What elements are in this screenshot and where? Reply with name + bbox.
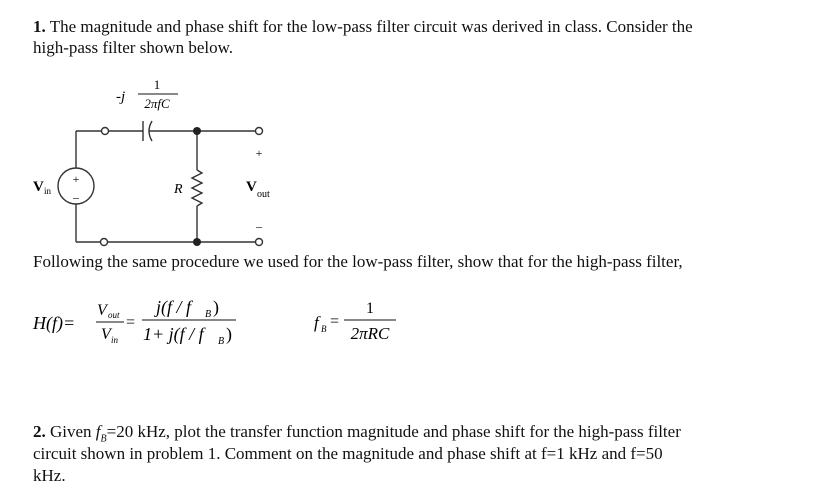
resistor-label: R: [174, 182, 183, 197]
problem1-number: 1.: [33, 17, 46, 36]
following-text: Following the same procedure we used for the low-pass filter, show that for the high-pass filter,: [33, 252, 683, 271]
problem2-given: Given: [45, 422, 96, 441]
equation-numerator: j(f / f: [156, 297, 191, 317]
equation-lhs: H(f)=: [33, 313, 76, 333]
vin-label: V: [33, 179, 44, 195]
equation-equals: =: [126, 314, 136, 331]
equation-numerator-sub: B: [205, 309, 212, 320]
equation-vin: V: [101, 326, 111, 343]
fb-subscript: B: [321, 324, 327, 334]
vout-subscript: out: [257, 189, 270, 200]
vout-plus-sign: +: [255, 146, 263, 160]
fb-denominator: 2πRC: [350, 324, 390, 343]
equation-numerator-close: ): [213, 297, 219, 317]
impedance-numerator: 1: [153, 77, 161, 92]
problem2-line3: kHz.: [33, 466, 66, 485]
equation-vin-sub: in: [111, 335, 119, 345]
impedance-prefix: -j: [116, 89, 126, 105]
fb-symbol: f: [314, 313, 319, 332]
vout-minus-sign: –: [256, 219, 262, 233]
vin-subscript: in: [44, 186, 52, 196]
fb-numerator: 1: [366, 300, 374, 317]
equation-denominator-sub: B: [218, 336, 225, 347]
problem1-line2: high-pass filter shown below.: [33, 38, 234, 57]
problem2-fb-sub: B: [100, 433, 107, 445]
problem2-line2: circuit shown in problem 1. Comment on the magnitude and phase shift at f=1 kHz and f=50: [33, 444, 663, 463]
equation-vout-sub: out: [108, 310, 120, 320]
problem2-text1: =20 kHz, plot the transfer function magnitude and phase shift for the high-pass filter: [106, 422, 681, 441]
equation-denominator-close: ): [226, 324, 232, 344]
equation-vout: V: [97, 302, 107, 319]
source-minus-sign: –: [73, 190, 79, 204]
vout-label: V: [246, 179, 257, 195]
problem2-fb: f: [95, 422, 101, 441]
fb-equals: =: [330, 313, 340, 330]
problem2-number: 2.: [33, 422, 46, 441]
source-plus-sign: +: [72, 172, 80, 186]
problem1-text: The magnitude and phase shift for the low-pass filter circuit was derived in class. Consider the: [49, 17, 693, 36]
impedance-denominator: 2πfC: [144, 96, 170, 111]
equation-denominator: 1+ j(f / f: [143, 324, 204, 344]
